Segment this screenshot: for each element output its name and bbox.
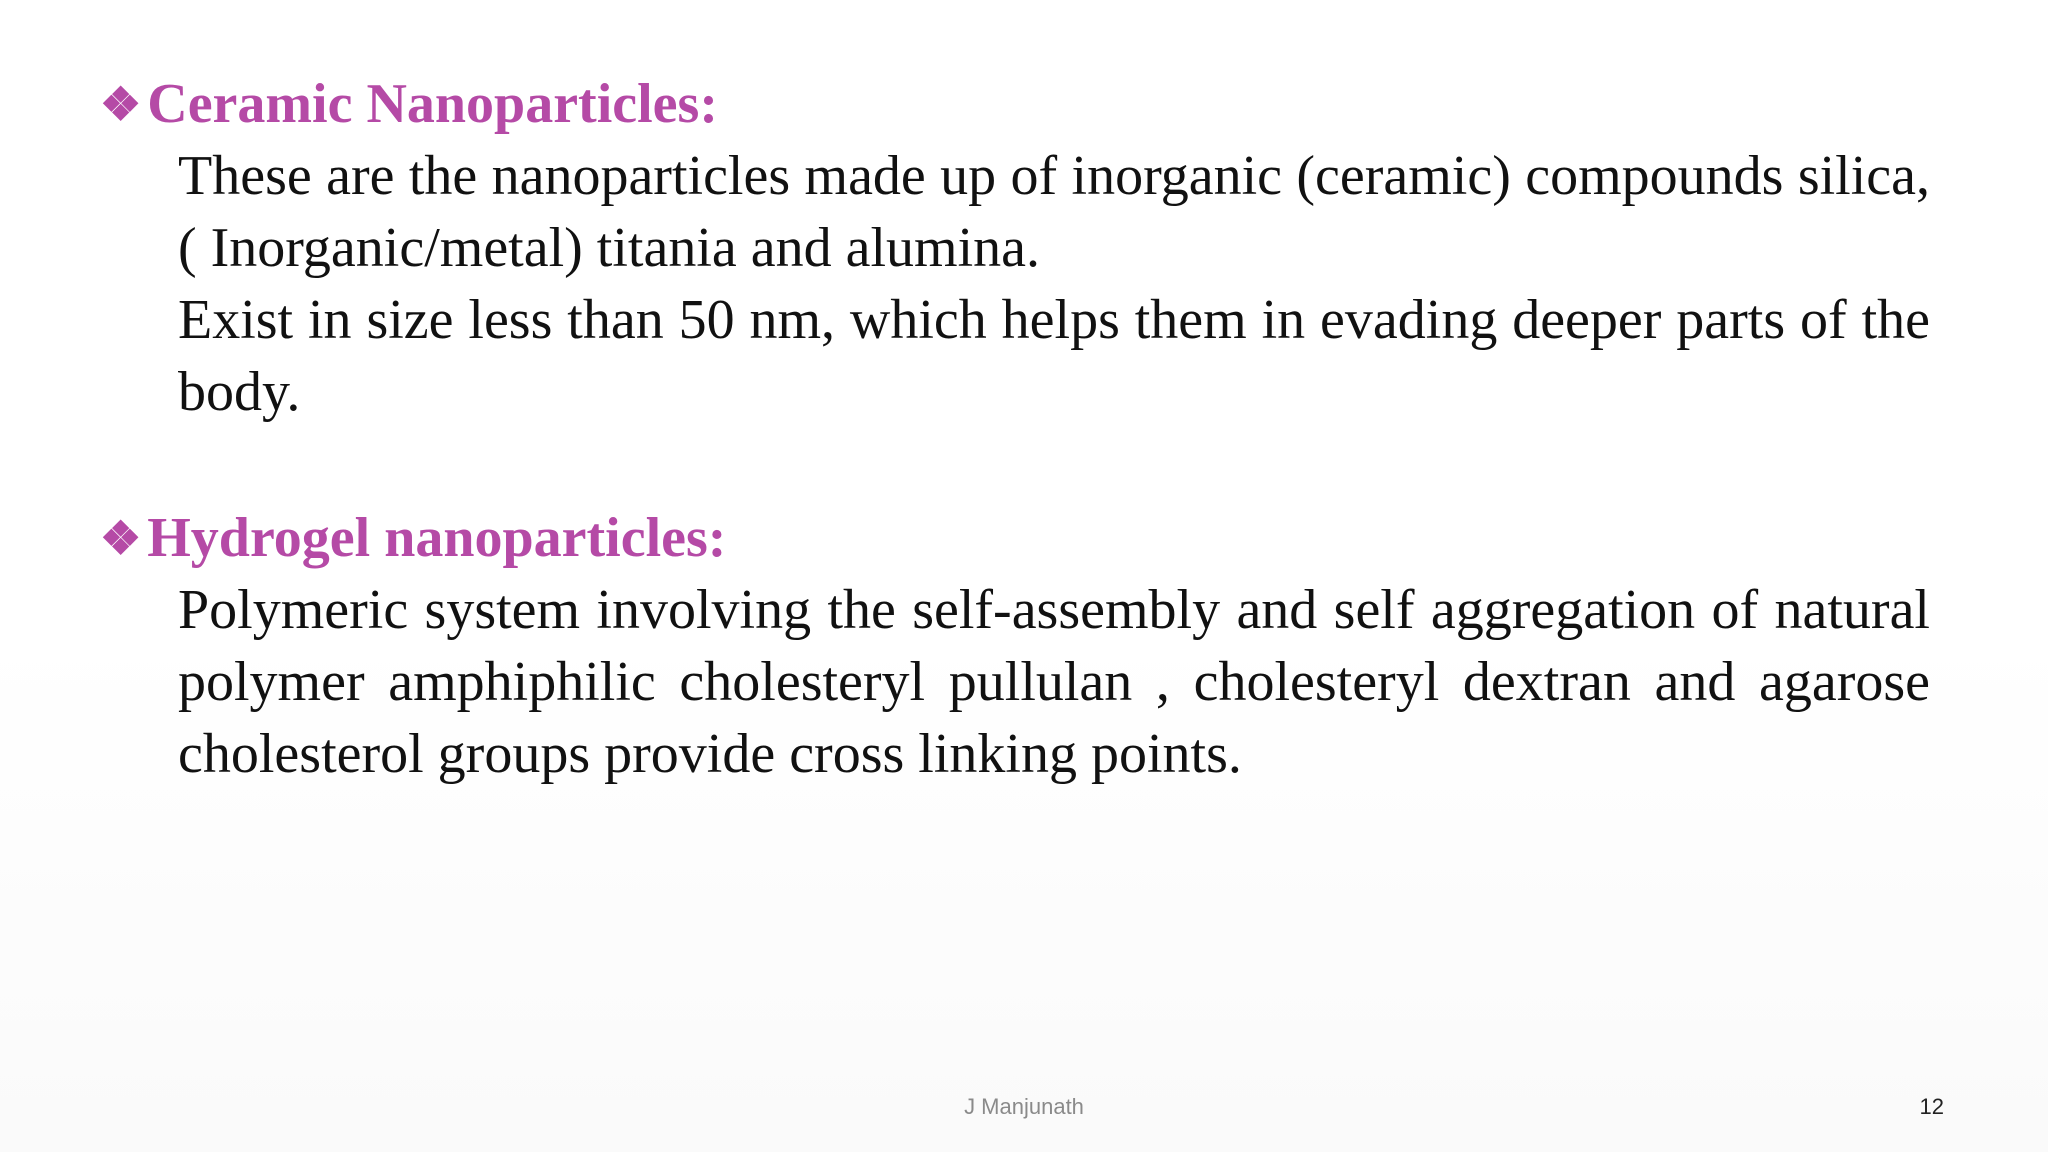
four-diamond-bullet-icon: ❖ [100,513,142,564]
footer-author: J Manjunath [964,1094,1084,1119]
section-ceramic-nanoparticles [100,68,1940,428]
page-number: 12 [1919,1094,1944,1119]
body-paragraph: These are the nanoparticles made up of inorganic (ceramic) compounds silica, ( Inorganic/metal) titania and alumina. [178,145,1930,279]
section-body [178,140,1930,428]
four-diamond-bullet-icon: ❖ [100,79,142,130]
section-hydrogel-nanoparticles [100,502,1940,790]
section-body [178,574,1930,790]
section-heading [100,502,1940,574]
section-heading [100,68,1940,140]
body-paragraph: Polymeric system involving the self-assembly and self aggregation of natural polymer amphiphilic cholesteryl pullulan , cholesteryl dextran and agarose cholesterol groups provide cross linking points. [178,579,1930,785]
body-paragraph: Exist in size less than 50 nm, which helps them in evading deeper parts of the body. [178,289,1930,423]
heading-text: Ceramic Nanoparticles: [147,73,718,135]
heading-text: Hydrogel nanoparticles: [147,507,727,569]
